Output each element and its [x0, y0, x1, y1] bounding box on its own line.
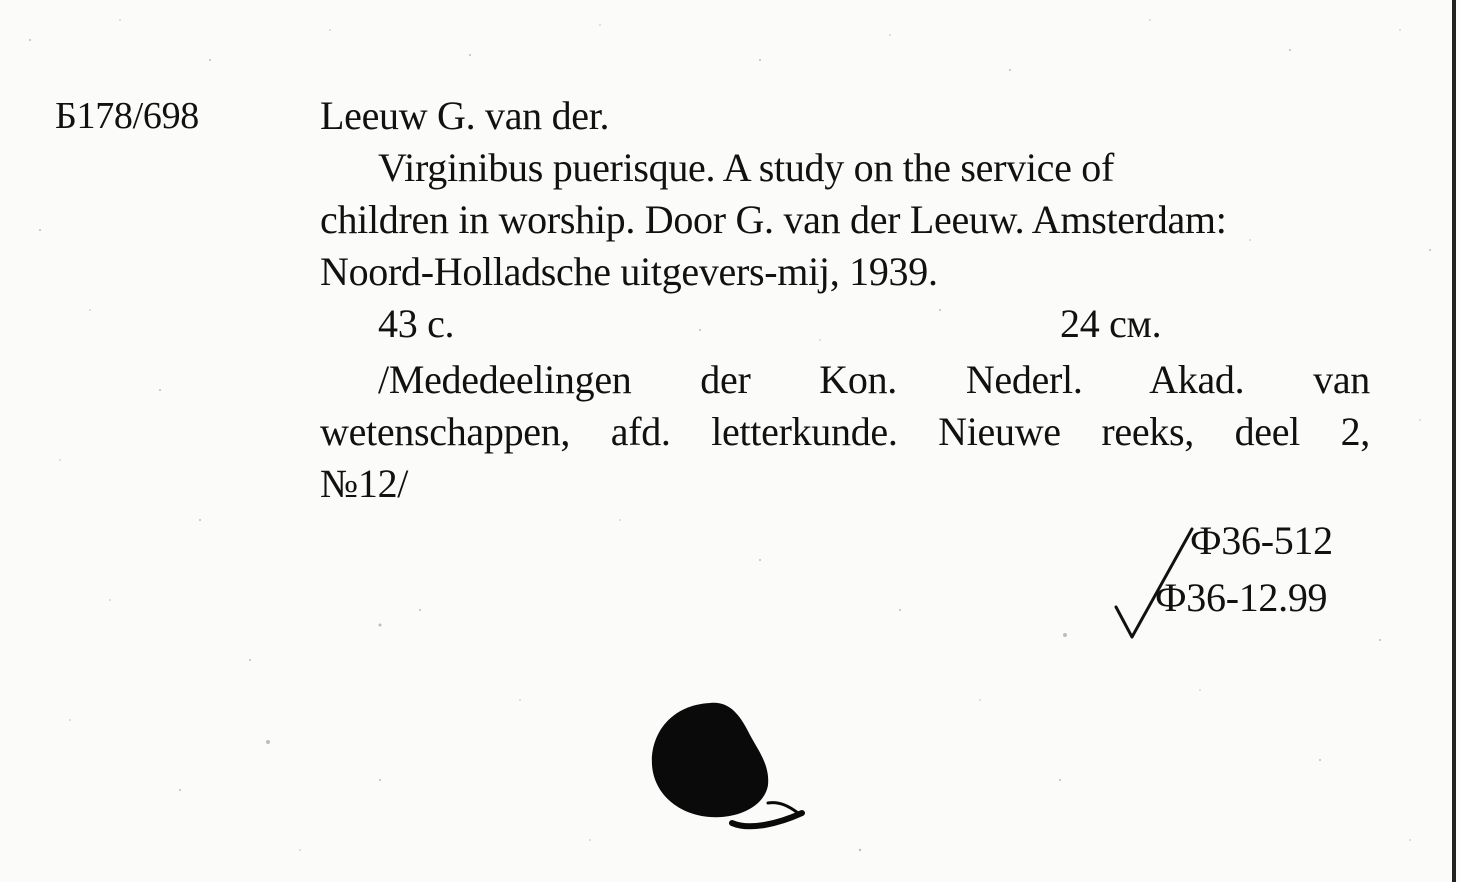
classification-code: Ф36-12.99: [1155, 575, 1328, 620]
title-line: children in worship. Door G. van der Leeuw. Amsterdam:: [320, 197, 1227, 242]
classification-code: Ф36-512: [1190, 518, 1333, 563]
series-line: №12/: [320, 461, 409, 506]
author: Leeuw G. van der.: [320, 93, 610, 138]
title-line: Noord-Holladsche uitgevers-mij, 1939.: [320, 249, 938, 294]
series-line: wetenschappen, afd. letterkunde. Nieuwe reeks, deel 2,: [320, 409, 1370, 454]
shelfmark: Б178/698: [55, 95, 199, 137]
punch-hole: [640, 695, 820, 845]
series-line: /Mededeelingen der Kon. Nederl. Akad. van: [378, 357, 1370, 402]
page-count: 43 с.: [378, 301, 455, 346]
book-size: 24 см.: [1060, 301, 1162, 346]
title-line: Virginibus puerisque. A study on the service of: [378, 145, 1114, 190]
card-edge: [1452, 0, 1456, 882]
